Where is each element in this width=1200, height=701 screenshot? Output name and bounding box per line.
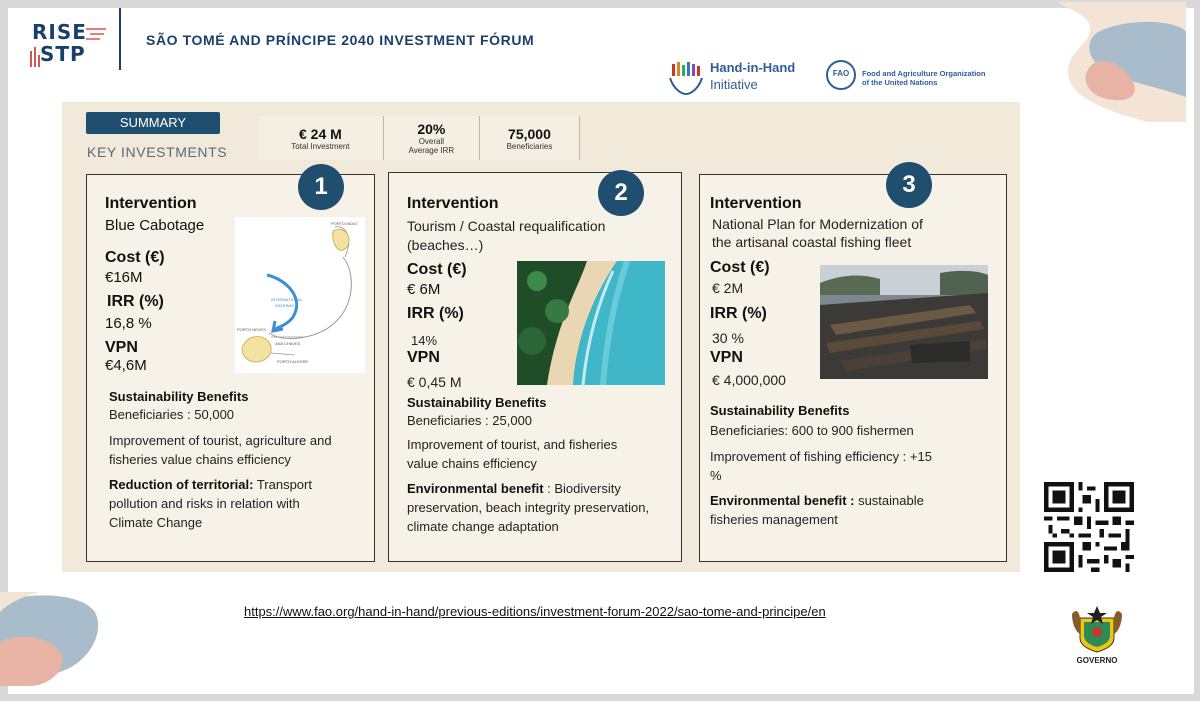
fishing-fleet-photo: [820, 265, 988, 379]
environment-text: climate change adaptation: [407, 519, 559, 534]
stat-value: 75,000: [508, 125, 551, 142]
vpn-value: € 4,000,000: [712, 372, 786, 388]
environment-text-part: : Biodiversity: [543, 481, 621, 496]
environment-text-part: sustainable: [854, 493, 924, 508]
stat-beneficiaries: [480, 116, 580, 160]
intervention-card-3: [699, 174, 1007, 562]
government-label: GOVERNO: [1076, 656, 1118, 665]
environment-text: [407, 479, 621, 498]
environment-text: Climate Change: [109, 515, 203, 530]
map-label: INTERNATIONAL: [271, 297, 303, 302]
stat-value: € 24 M: [299, 125, 342, 142]
irr-value: 30 %: [712, 330, 744, 346]
stat-label: Total Investment: [291, 141, 350, 151]
environment-label: Environmental benefit :: [710, 493, 855, 508]
sustainability-label: Sustainability Benefits: [710, 403, 850, 418]
sustainability-label: Sustainability Benefits: [109, 389, 249, 404]
intervention-name: National Plan for Modernization of: [712, 216, 923, 232]
hand-in-hand-logo: [668, 58, 818, 100]
route-map-image: [235, 217, 365, 373]
logo-bars-icon: [30, 47, 40, 67]
beneficiaries-text: Beneficiaries : 50,000: [109, 407, 235, 422]
environment-label: Environmental benefit: [407, 481, 544, 496]
card-number-badge: 3: [886, 162, 932, 208]
coat-of-arms-icon: [1070, 604, 1124, 654]
irr-label: IRR (%): [107, 293, 164, 310]
logo-rise-text: RISE: [32, 20, 87, 44]
improvement-text: fisheries value chains efficiency: [109, 452, 291, 467]
environment-text-part: Transport: [253, 477, 312, 492]
cost-label: Cost (€): [407, 261, 467, 278]
card-number-badge: 2: [598, 170, 644, 216]
irr-label: IRR (%): [407, 305, 464, 322]
environment-label: Reduction of territorial:: [109, 477, 254, 492]
stat-average-irr: [384, 116, 480, 160]
irr-value: 16,8 %: [105, 315, 152, 332]
vpn-label: VPN: [105, 339, 138, 356]
decorative-shape-bottom-left: [0, 592, 100, 686]
intervention-label: Intervention: [105, 195, 197, 212]
intervention-name: Tourism / Coastal requalification: [407, 218, 606, 234]
map-label: GATEWAY: [275, 303, 295, 308]
irr-label: IRR (%): [710, 305, 767, 322]
map-label: ANA CHAVES: [275, 341, 301, 346]
intervention-name: Blue Cabotage: [105, 217, 205, 234]
fao-logo: [826, 60, 1006, 94]
stat-label: Beneficiaries: [506, 141, 553, 151]
intervention-label: Intervention: [407, 195, 499, 212]
intervention-name: (beaches…): [407, 237, 484, 253]
improvement-text: Improvement of tourist, and fisheries: [407, 437, 618, 452]
sustainability-label: Sustainability Benefits: [407, 395, 547, 410]
hih-title: Hand-in-Hand: [710, 60, 796, 75]
fao-name-line2: of the United Nations: [862, 78, 938, 87]
map-label: PORTO ALEGRE: [277, 359, 309, 364]
stat-total-investment: [258, 116, 384, 160]
cost-value: €16M: [105, 269, 143, 286]
header-divider: [119, 8, 121, 70]
environment-text: fisheries management: [710, 512, 838, 527]
cost-label: Cost (€): [710, 259, 770, 276]
hand-in-hand-icon: [668, 62, 704, 96]
beach-photo: [517, 261, 665, 385]
source-link[interactable]: https://www.fao.org/hand-in-hand/previous-editions/investment-forum-2022/sao-tome-and-principe/en: [244, 604, 826, 619]
stats-box: [258, 116, 580, 160]
government-coat-of-arms: [1070, 604, 1124, 670]
beneficiaries-text: Beneficiaries : 25,000: [407, 413, 533, 428]
environment-text: [710, 491, 924, 510]
vpn-label: VPN: [710, 349, 743, 366]
fishing-fleet-graphic: [820, 265, 988, 379]
intervention-label: Intervention: [710, 195, 802, 212]
beneficiaries-text: Beneficiaries: 600 to 900 fishermen: [710, 423, 914, 438]
fao-emblem-icon: [826, 60, 856, 90]
environment-text: preservation, beach integrity preservation,: [407, 500, 650, 515]
card-number-badge: 1: [298, 164, 344, 210]
irr-value: 14%: [411, 333, 438, 348]
intervention-name: the artisanal coastal fishing fleet: [712, 234, 912, 250]
logo-stp-text: STP: [40, 42, 86, 66]
improvement-text: value chains efficiency: [407, 456, 537, 471]
map-label: PORTO INDIO: [331, 221, 358, 226]
cost-label: Cost (€): [105, 249, 165, 266]
section-title: KEY INVESTMENTS: [87, 144, 228, 160]
hih-subtitle: Initiative: [710, 77, 758, 92]
improvement-text: Improvement of tourist, agriculture and: [109, 433, 332, 448]
fao-name-line1: Food and Agriculture Organization: [862, 69, 986, 78]
improvement-text: Improvement of fishing efficiency : +15: [710, 449, 932, 464]
vpn-value: € 0,45 M: [407, 374, 462, 390]
intervention-card-2: [388, 172, 682, 562]
beach-photo-graphic: [517, 261, 665, 385]
cost-value: € 2M: [712, 280, 744, 296]
stat-value: 20%: [417, 121, 446, 137]
improvement-text: %: [710, 468, 722, 483]
environment-text: pollution and risks in relation with: [109, 496, 300, 511]
map-label: PORTO NEVES: [237, 327, 266, 332]
qr-code-icon[interactable]: [1044, 482, 1134, 572]
stat-label: Average IRR: [408, 146, 455, 155]
intervention-card-1: [86, 174, 375, 562]
route-map-graphic: [235, 217, 365, 373]
decorative-shape-top-right: [1038, 2, 1186, 122]
fao-acronym: FAO: [832, 69, 850, 78]
cost-value: € 6M: [407, 281, 441, 298]
vpn-label: VPN: [407, 349, 440, 366]
stat-label: Overall: [418, 137, 445, 146]
logo-lines-icon: [86, 26, 106, 40]
rise-stp-logo: [28, 20, 108, 72]
vpn-value: €4,6M: [105, 357, 147, 374]
summary-tag: SUMMARY: [86, 112, 220, 134]
forum-title: SÃO TOMÉ AND PRÍNCIPE 2040 INVESTMENT FÓRUM: [146, 32, 535, 48]
environment-text: [109, 475, 312, 494]
